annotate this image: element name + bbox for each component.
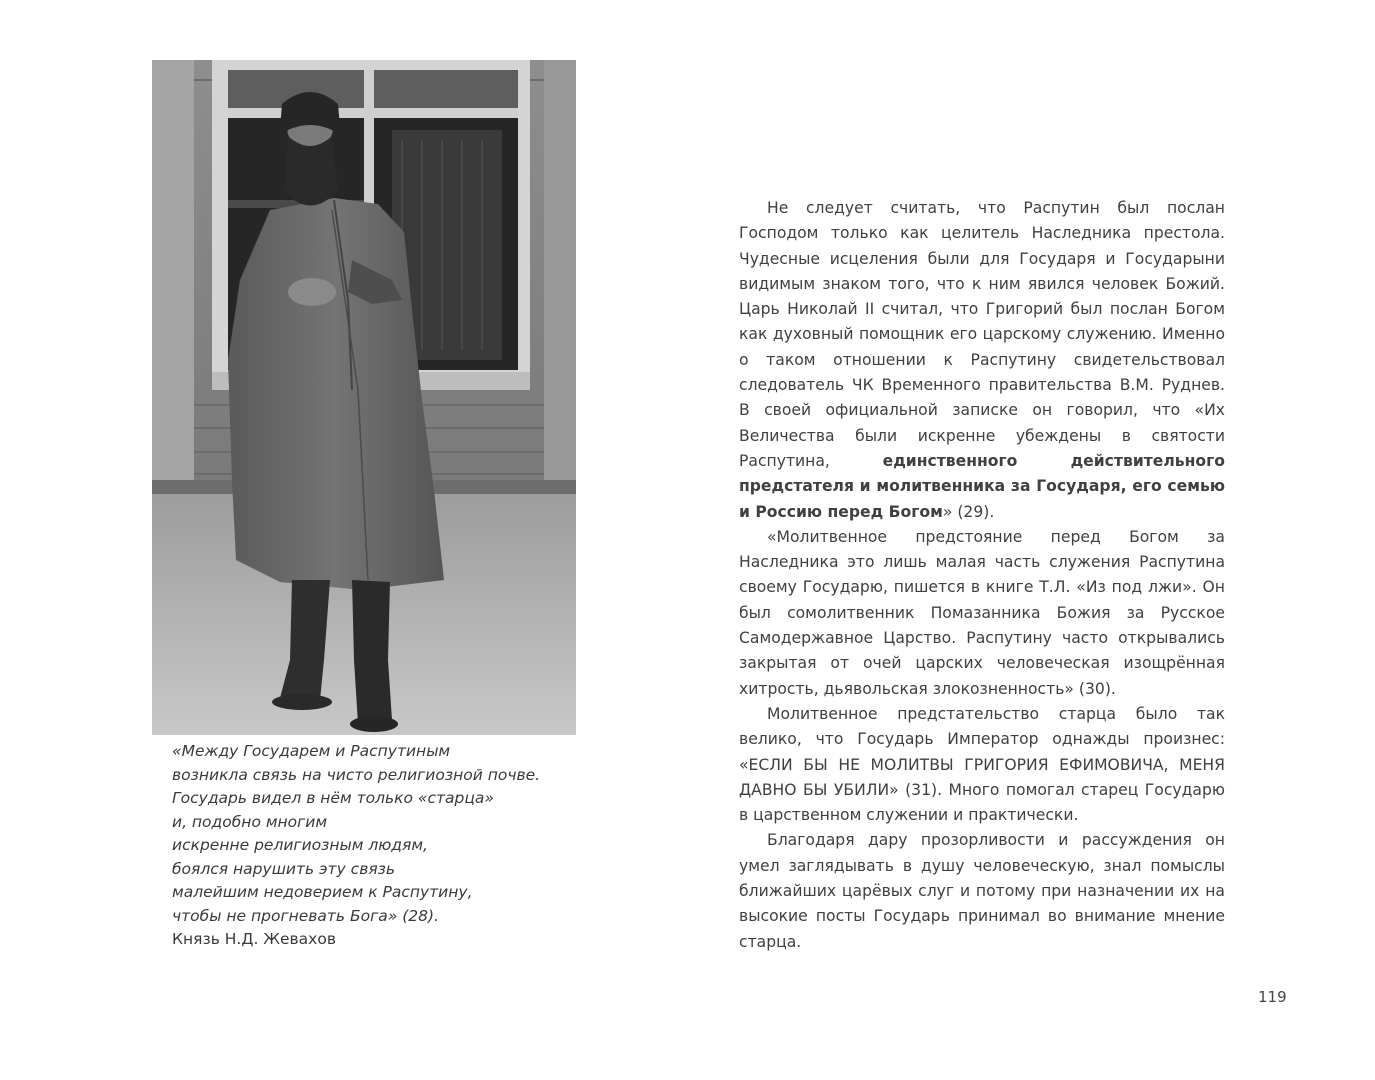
paragraph-3-end: (31). Много помогал старец Государю в царственном служении и практически. [739,780,1226,825]
paragraph-4: Благодаря дару прозорливости и рассуждения он умел заглядывать в душу человеческую, знал помыслы ближайших царёвых слуг и потому при назначении их на высокие посты Государь принимал во внимание мнение старца. [739,831,1225,951]
photo-illustration [152,60,576,735]
paragraph-1-end: » (29). [942,502,995,521]
caption-quote-line: искренне религиозным людям, [172,836,428,854]
page-number: 119 [1258,988,1287,1006]
paragraph-3-caps: «ЕСЛИ БЫ НЕ МОЛИТВЫ ГРИГОРИЯ ЕФИМОВИЧА, МЕНЯ ДАВНО БЫ УБИЛИ» [739,755,1225,799]
beard [284,136,338,206]
caption-quote-line: малейшим недоверием к Распутину, [172,883,473,901]
paragraph-2: «Молитвенное предстояние перед Богом за Наследника это лишь малая часть служения Распутина своему Государю, пишется в книге Т.Л. «Из под лжи». Он был сомолитвенник Помазанника Божия за Русское Самодержавное Царство. Распутину часто открывались закрытая от очей царских человеческая изощрённая хитрость, дьявольская злокозненность» (30). [739,527,1225,698]
right-boot [352,580,392,724]
paragraph-1 [739,196,1225,525]
paragraph-1-bold: единственного действительного предстателя и молитвенника за Государя, его семью и Россию перед Богом [739,451,1225,521]
caption-quote-line: чтобы не прогневать Бога» (28). [172,906,439,925]
caption-quote-line: возникла связь на чисто религиозной почве. [172,765,541,784]
caption-quote-line: Государь видел в нём только «старца» [172,789,494,807]
hand [288,278,336,306]
paragraph-3-start: Молитвенное предстательство старца было так велико, что Государь Император однажды произнес: [739,704,1225,749]
paragraph-1-start: Не следует считать, что Распутин был послан Господом только как целитель Наследника престола. Чудесные исцеления были для Государя и Государыни видимым знаком того, что к ним явился человек Божий. Царь Николай II считал, что Григорий был послан Богом как духовный помощник его царскому служению. Именно о таком отношении к Распутину свидетельствовал следователь ЧК Временного правительства В.М. Руднев. В своей официальной записке он говорил, что «Их Величества были искренне убеждены в святости Распутина, [739,199,1225,470]
main-text [739,196,1225,955]
caption-author: Князь Н.Д. Жевахов [172,930,336,948]
caption-quote-line: «Между Государем и Распутиным [172,742,451,760]
photo-caption [172,740,592,952]
caption-quote-line: боялся нарушить эту связь [172,859,396,878]
paragraph-3 [739,702,1225,828]
rasputin-photograph [152,60,576,735]
caption-quote-line: и, подобно многим [172,812,328,831]
